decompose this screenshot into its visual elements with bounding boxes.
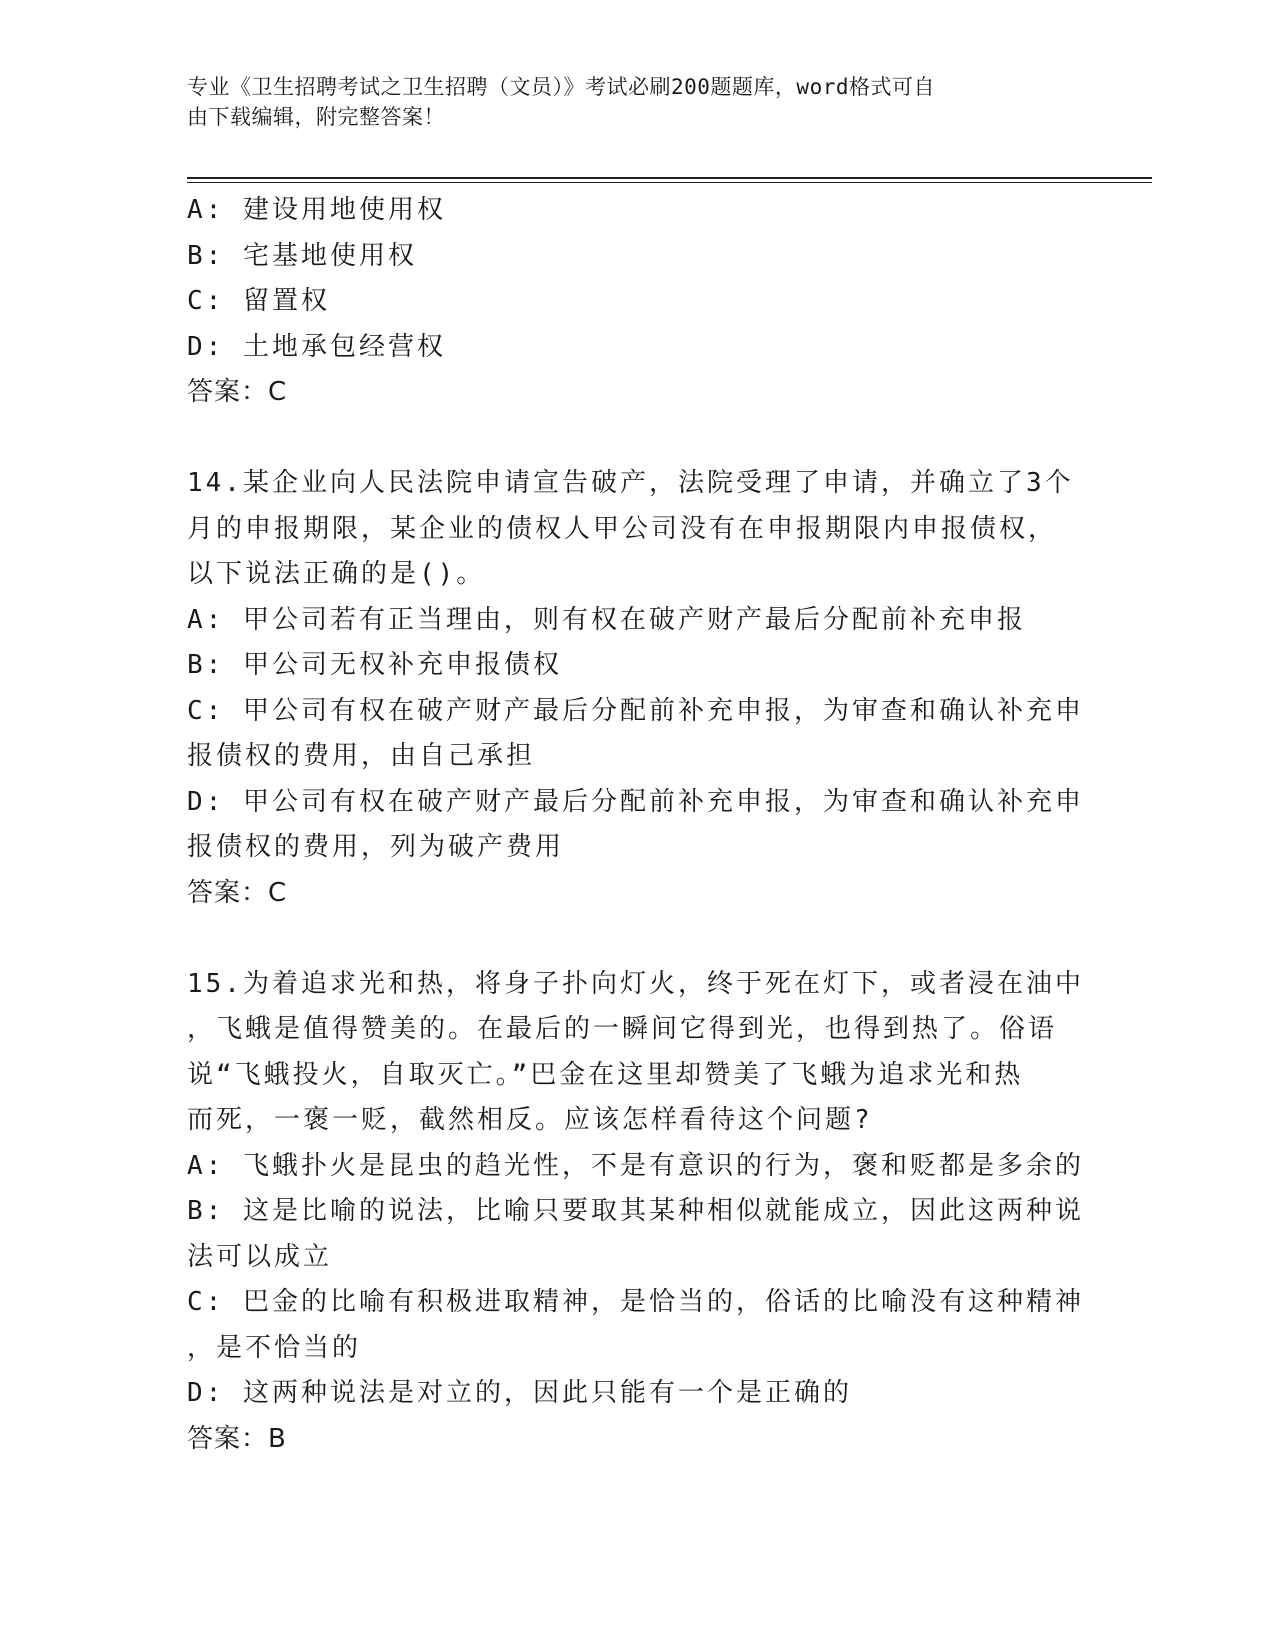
q14-answer: 答案：C: [187, 877, 288, 908]
q15-option-c-line-1: C: 巴金的比喻有积极进取精神，是恰当的，俗话的比喻没有这种精神: [187, 1287, 1084, 1317]
q15-option-b-line-1: B: 这是比喻的说法，比喻只要取其某种相似就能成立，因此这两种说: [187, 1196, 1084, 1226]
q15-answer: 答案：B: [187, 1423, 287, 1454]
question-14: [187, 461, 1087, 916]
page-header: [187, 72, 1067, 132]
question-15: [187, 962, 1087, 1463]
q14-option-d-line-1: D: 甲公司有权在破产财产最后分配前补充申报，为审查和确认补充申: [187, 786, 1084, 817]
header-line-2: 由下载编辑，附完整答案！: [187, 105, 445, 129]
q15-stem-line-1: 15.为着追求光和热，将身子扑向灯火，终于死在灯下，或者浸在油中: [187, 968, 1084, 999]
q13-option-c: C: 留置权: [187, 286, 330, 316]
question-13: [187, 188, 1087, 416]
header-divider-thin: [187, 182, 1152, 183]
q14-stem-line-1: 14.某企业向人民法院申请宣告破产，法院受理了申请，并确立了3个: [187, 468, 1074, 498]
q13-option-d: D: 土地承包经营权: [187, 331, 446, 362]
q14-option-a: A: 甲公司若有正当理由，则有权在破产财产最后分配前补充申报: [187, 604, 1026, 635]
q14-stem-line-3: 以下说法正确的是()。: [187, 559, 486, 589]
q14-option-d-line-2: 报债权的费用，列为破产费用: [187, 832, 565, 862]
q15-option-d: D: 这两种说法是对立的，因此只能有一个是正确的: [187, 1378, 852, 1408]
q13-option-b: B: 宅基地使用权: [187, 240, 417, 271]
q15-option-c-line-2: ，是不恰当的: [187, 1332, 362, 1363]
q14-option-b: B: 甲公司无权补充申报债权: [187, 650, 562, 680]
q15-stem-line-4: 而死，一褒一贬，截然相反。应该怎样看待这个问题?: [187, 1105, 873, 1135]
spacer: [187, 416, 1087, 462]
spacer: [187, 916, 1087, 962]
q15-stem-line-3: 说“飞蛾投火，自取灭亡。”巴金在这里却赞美了飞蛾为追求光和热: [187, 1059, 1024, 1090]
q15-option-b-line-2: 法可以成立: [187, 1241, 333, 1272]
q15-option-a: A: 飞蛾扑火是昆虫的趋光性，不是有意识的行为，褒和贬都是多余的: [187, 1150, 1084, 1181]
q14-option-c-line-2: 报债权的费用，由自己承担: [187, 741, 536, 771]
header-divider-thick: [187, 177, 1152, 179]
q13-answer: 答案：C: [187, 377, 288, 407]
q14-stem-line-2: 月的申报期限，某企业的债权人甲公司没有在申报期限内申报债权，: [187, 513, 1058, 544]
header-line-1: 专业《卫生招聘考试之卫生招聘（文员）》考试必刷200题题库，word格式可自: [187, 75, 935, 99]
q14-option-c-line-1: C: 甲公司有权在破产财产最后分配前补充申报，为审查和确认补充申: [187, 695, 1084, 726]
q15-stem-line-2: ，飞蛾是值得赞美的。在最后的一瞬间它得到光，也得到热了。俗语: [187, 1014, 1058, 1044]
question-content: [187, 188, 1087, 1462]
q13-option-a: A: 建设用地使用权: [187, 195, 446, 225]
